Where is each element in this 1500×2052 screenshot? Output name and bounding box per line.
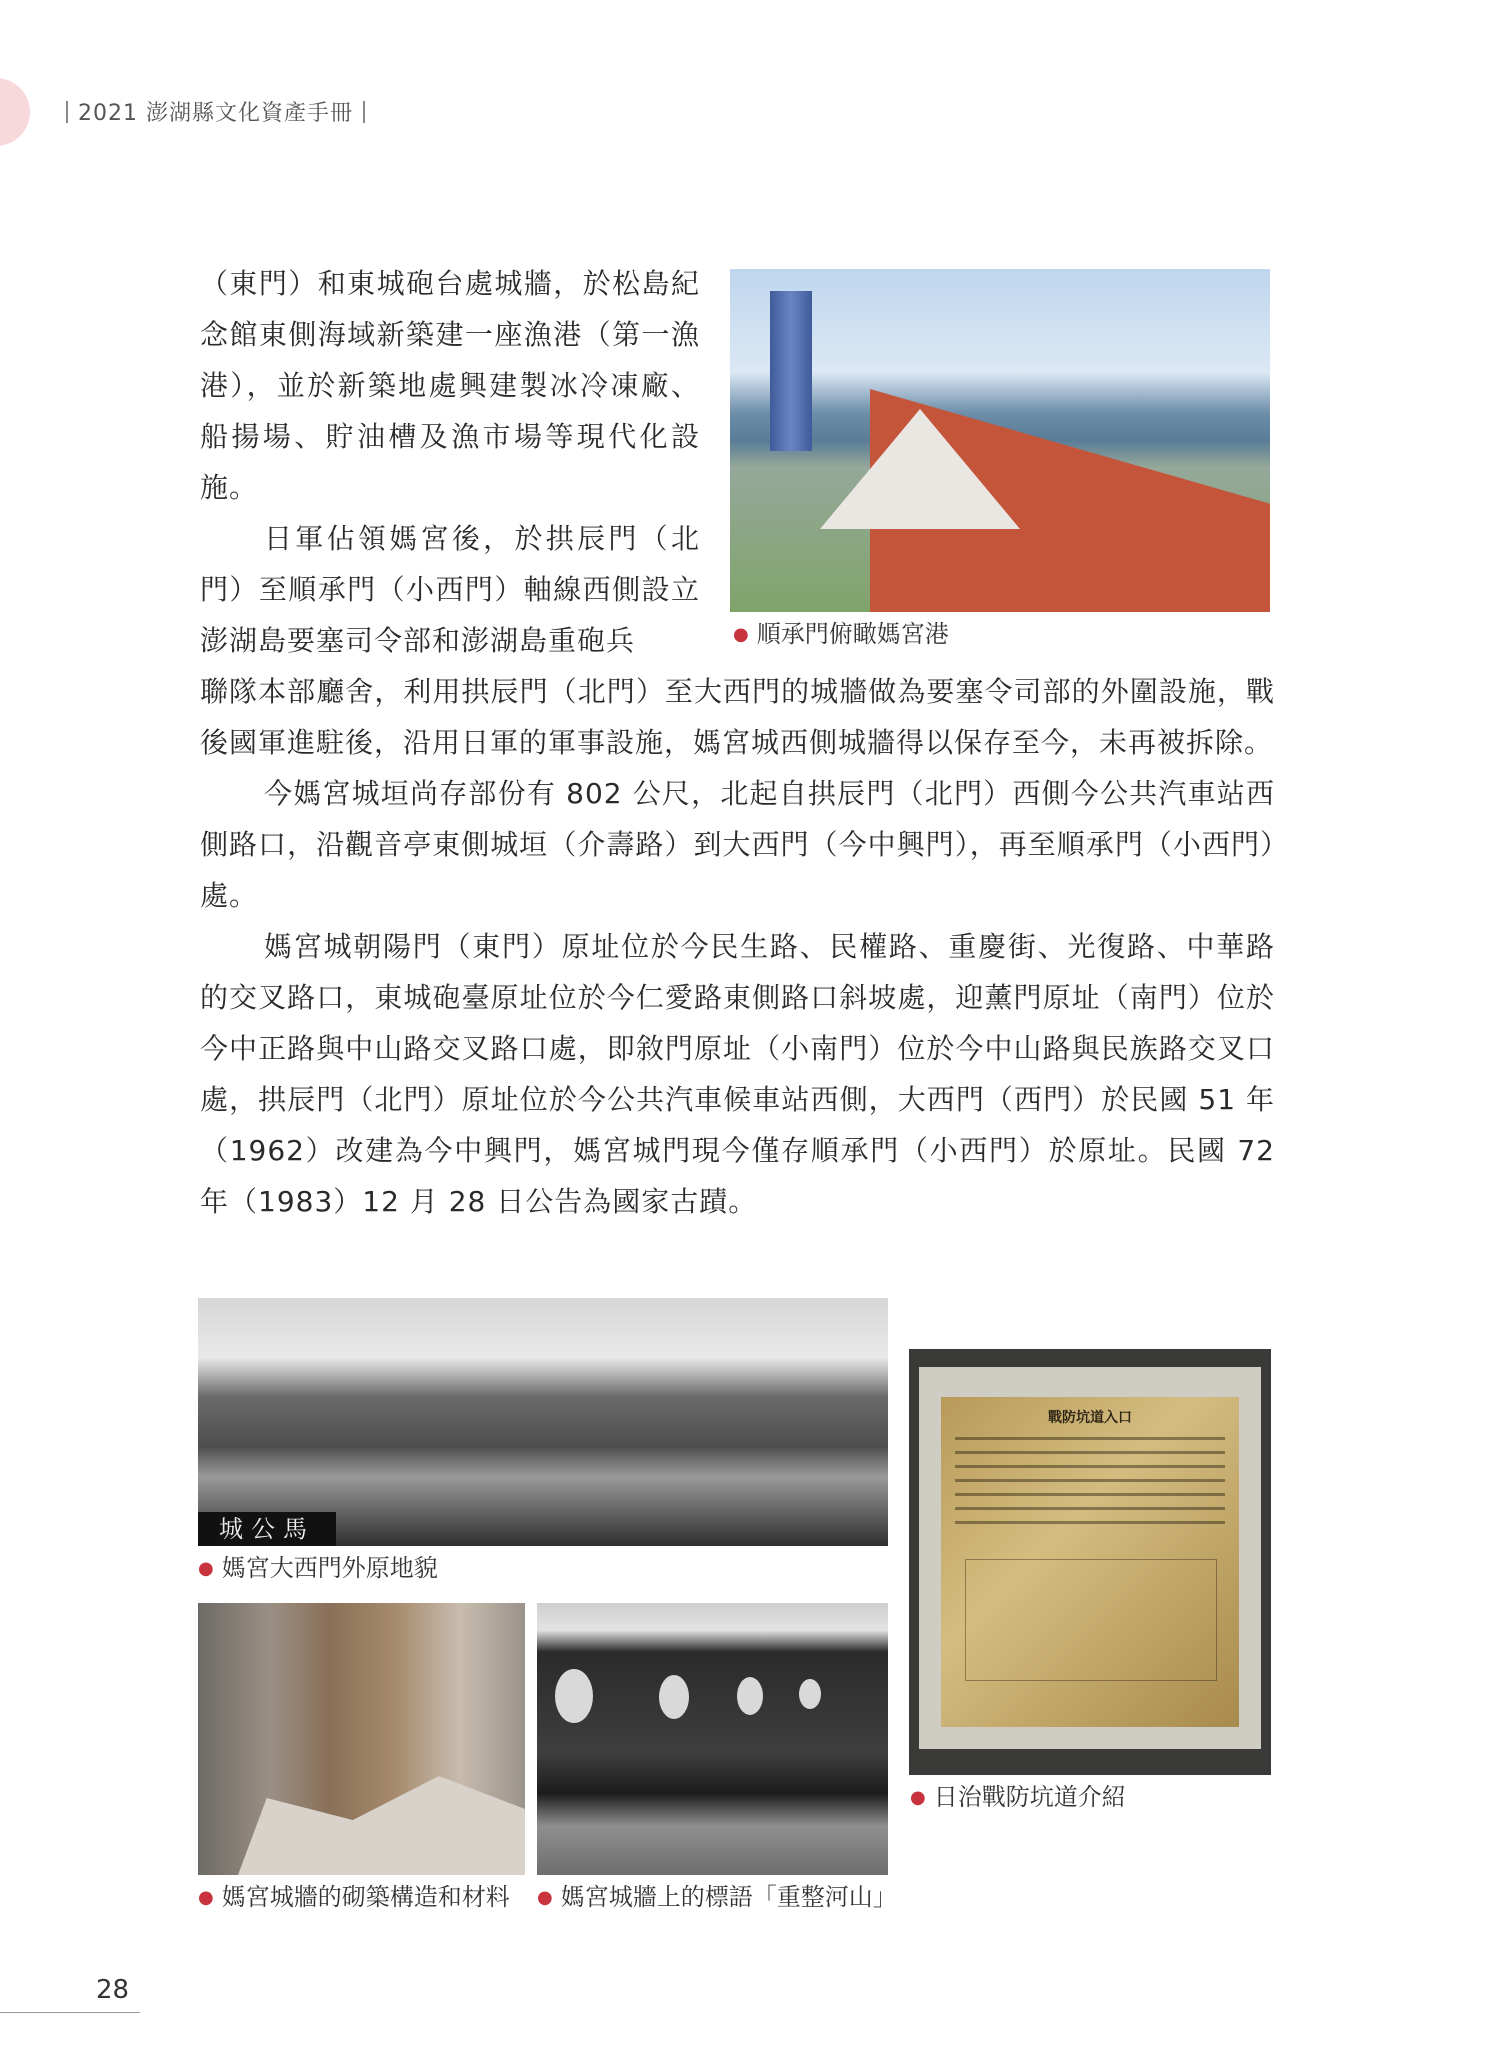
caption-old-wall	[198, 1552, 438, 1585]
photo-stamp-text: 城公馬	[198, 1512, 336, 1546]
caption-bullet-icon: ●	[198, 1887, 214, 1908]
paragraph-2-start: 日軍佔領媽宮後，於拱辰門（北門）至順承門（小西門）軸線西側設立澎湖島要塞司令部和澎湖島重砲兵	[200, 522, 700, 657]
slogan-circle	[799, 1679, 821, 1709]
caption-plaque	[910, 1781, 1126, 1814]
photo-wall-masonry	[198, 1603, 525, 1875]
caption-masonry	[198, 1881, 510, 1914]
caption-bullet-icon: ●	[910, 1787, 926, 1808]
full-width-text	[200, 666, 1275, 1227]
photo-rubble	[238, 1765, 525, 1875]
photo-defense-tunnel-plaque	[909, 1349, 1271, 1775]
caption-bullet-icon: ●	[537, 1887, 553, 1908]
paragraph-1: （東門）和東城砲台處城牆，於松島紀念館東側海域新築建一座漁港（第一漁港），並於新築地處興建製冰冷凍廠、船揚場、貯油槽及漁市場等現代化設施。	[200, 267, 700, 504]
photo-old-west-gate	[198, 1298, 888, 1546]
running-header	[56, 96, 375, 127]
caption-harbor	[733, 618, 949, 651]
page-number: 28	[96, 1975, 130, 2005]
photo-shuncheng-gate-harbor	[730, 269, 1270, 612]
slogan-circle	[659, 1675, 689, 1719]
header-bar-left	[66, 101, 68, 123]
paragraph-3: 今媽宮城垣尚存部份有 802 公尺，北起自拱辰門（北門）西側今公共汽車站西側路口，沿觀音亭東側城垣（介壽路）到大西門（今中興門），再至順承門（小西門）處。	[200, 777, 1275, 912]
plaque-title: 戰防坑道入口	[1048, 1410, 1132, 1426]
column-text	[200, 258, 700, 666]
photo-tower	[770, 291, 812, 451]
page-rule	[0, 2012, 140, 2013]
caption-bullet-icon: ●	[733, 624, 749, 645]
caption-plaque-text: 日治戰防坑道介紹	[933, 1783, 1126, 1811]
slogan-circle	[555, 1669, 593, 1723]
caption-slogan-text: 媽宮城牆上的標語「重整河山」	[560, 1883, 897, 1911]
plaque-map	[965, 1559, 1217, 1681]
section-tab-mark	[0, 78, 30, 146]
caption-old-wall-text: 媽宮大西門外原地貌	[221, 1554, 438, 1582]
paragraph-4: 媽宮城朝陽門（東門）原址位於今民生路、民權路、重慶街、光復路、中華路的交叉路口，東城砲臺原址位於今仁愛路東側路口斜坡處，迎薰門原址（南門）位於今中正路與中山路交叉路口處，即敘門原址（小南門）位於今中山路與民族路交叉口處，拱辰門（北門）原址位於今公共汽車候車站西側，大西門（西門）於民國 51 年（1962）改建為今中興門，媽宮城門現今僅存順承門（小西門）於原址。民國 72 年（1983）12 月 28 日公告為國家古蹟。	[200, 930, 1275, 1218]
paragraph-2-cont: 聯隊本部廳舍，利用拱辰門（北門）至大西門的城牆做為要塞令司部的外圍設施，戰後國軍進駐後，沿用日軍的軍事設施，媽宮城西側城牆得以保存至今，未再被拆除。	[200, 675, 1275, 759]
header-title: 2021 澎湖縣文化資產手冊	[78, 101, 353, 126]
photo-wall-slogan	[537, 1603, 888, 1875]
caption-slogan	[537, 1881, 897, 1914]
caption-harbor-text: 順承門俯瞰媽宮港	[756, 620, 949, 648]
caption-masonry-text: 媽宮城牆的砌築構造和材料	[221, 1883, 510, 1911]
header-bar-right	[363, 101, 365, 123]
slogan-circle	[737, 1677, 763, 1715]
caption-bullet-icon: ●	[198, 1558, 214, 1579]
plaque-text-lines	[955, 1437, 1225, 1535]
